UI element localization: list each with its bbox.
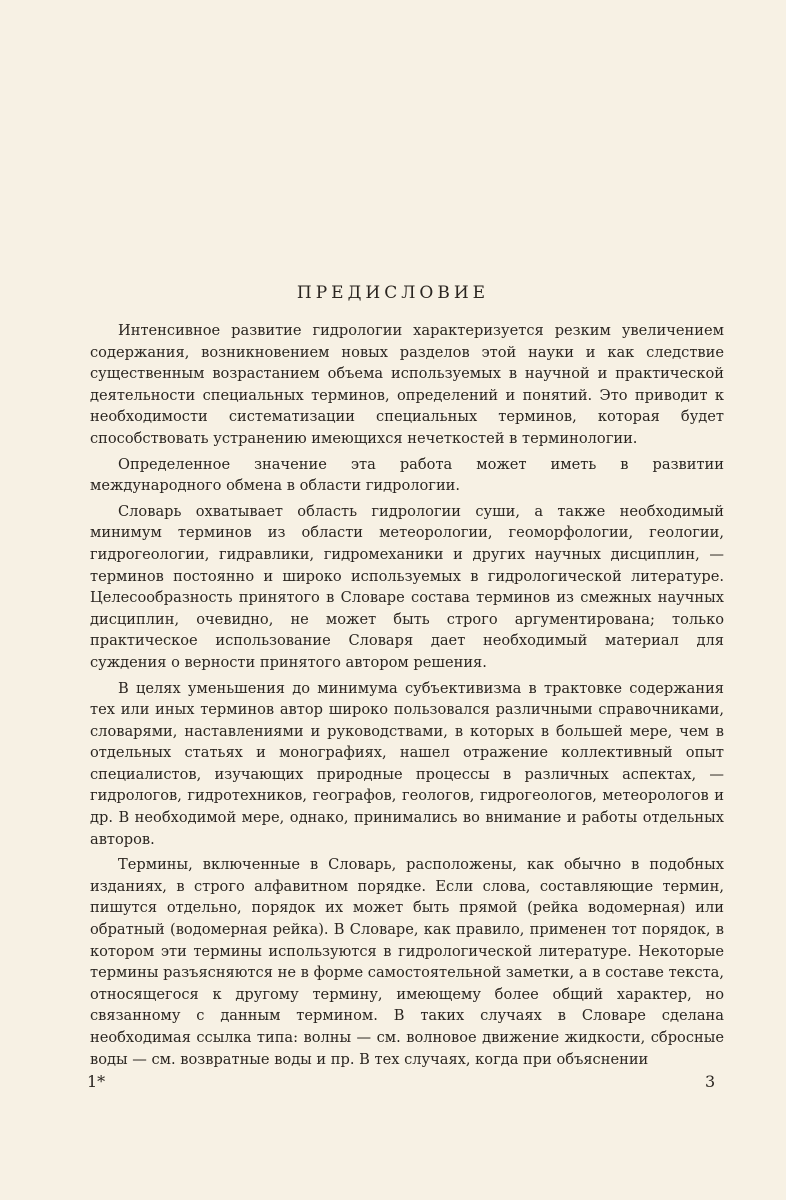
preface-body: [90, 320, 724, 1074]
page-number: 3: [705, 1072, 716, 1091]
paragraph: Интенсивное развитие гидрологии характеризуется резким увеличением содержания, возникновением новых разделов этой науки и как следствие существенным возрастанием объема используемых в научной и практической деятельности специальных терминов, определений и понятий. Это приводит к необходимости систематизации специальных терминов, которая будет способствовать устранению имеющихся нечеткостей в терминологии.: [90, 322, 724, 447]
paragraph: Словарь охватывает область гидрологии суши, а также необходимый минимум терминов из области метеорологии, геоморфологии, геологии, гидрогеологии, гидравлики, гидромеханики и других научных дисциплин, — терминов постоянно и широко используемых в гидрологической литературе. Целесообразность принятого в Словаре состава терминов из смежных научных дисциплин, очевидно, не может быть строго аргументирована; только практическое использование Словаря дает необходимый материал для суждения о верности принятого автором решения.: [90, 502, 724, 671]
paragraph: В целях уменьшения до минимума субъективизма в трактовке содержания тех или иных терминов автор широко пользовался различными справочниками, словарями, наставлениями и руководствами, в которых в большей мере, чем в отдельных статьях и монографиях, нашел отражение коллективный опыт специалистов, изучающих природные процессы в различных аспектах, — гидрологов, гидротехников, географов, геологов, гидрогеологов, метеорологов и др. В необходимой мере, однако, принимались во внимание и работы отдельных авторов.: [90, 679, 724, 848]
signature-mark: 1*: [87, 1072, 106, 1091]
paragraph: Определенное значение эта работа может иметь в развитии международного обмена в области гидрологии.: [90, 455, 724, 495]
page-title: ПРЕДИСЛОВИЕ: [296, 283, 490, 303]
paragraph: Термины, включенные в Словарь, расположены, как обычно в подобных изданиях, в строго алфавитном порядке. Если слова, составляющие термин, пишутся отдельно, порядок их может быть прямой (рейка водомерная) или обратный (водомерная рейка). В Словаре, как правило, применен тот порядок, в котором эти термины используются в гидрологической литературе. Некоторые термины разъясняются не в форме самостоятельной заметки, а в составе текста, относящегося к другому термину, имеющему более общий характер, но связанному с данным термином. В таких случаях в Словаре сделана необходимая ссылка типа: волны — см. волновое движение жидкости, сбросные воды — см. возвратные воды и пр. В тех случаях, когда при объяснении: [90, 856, 724, 1068]
